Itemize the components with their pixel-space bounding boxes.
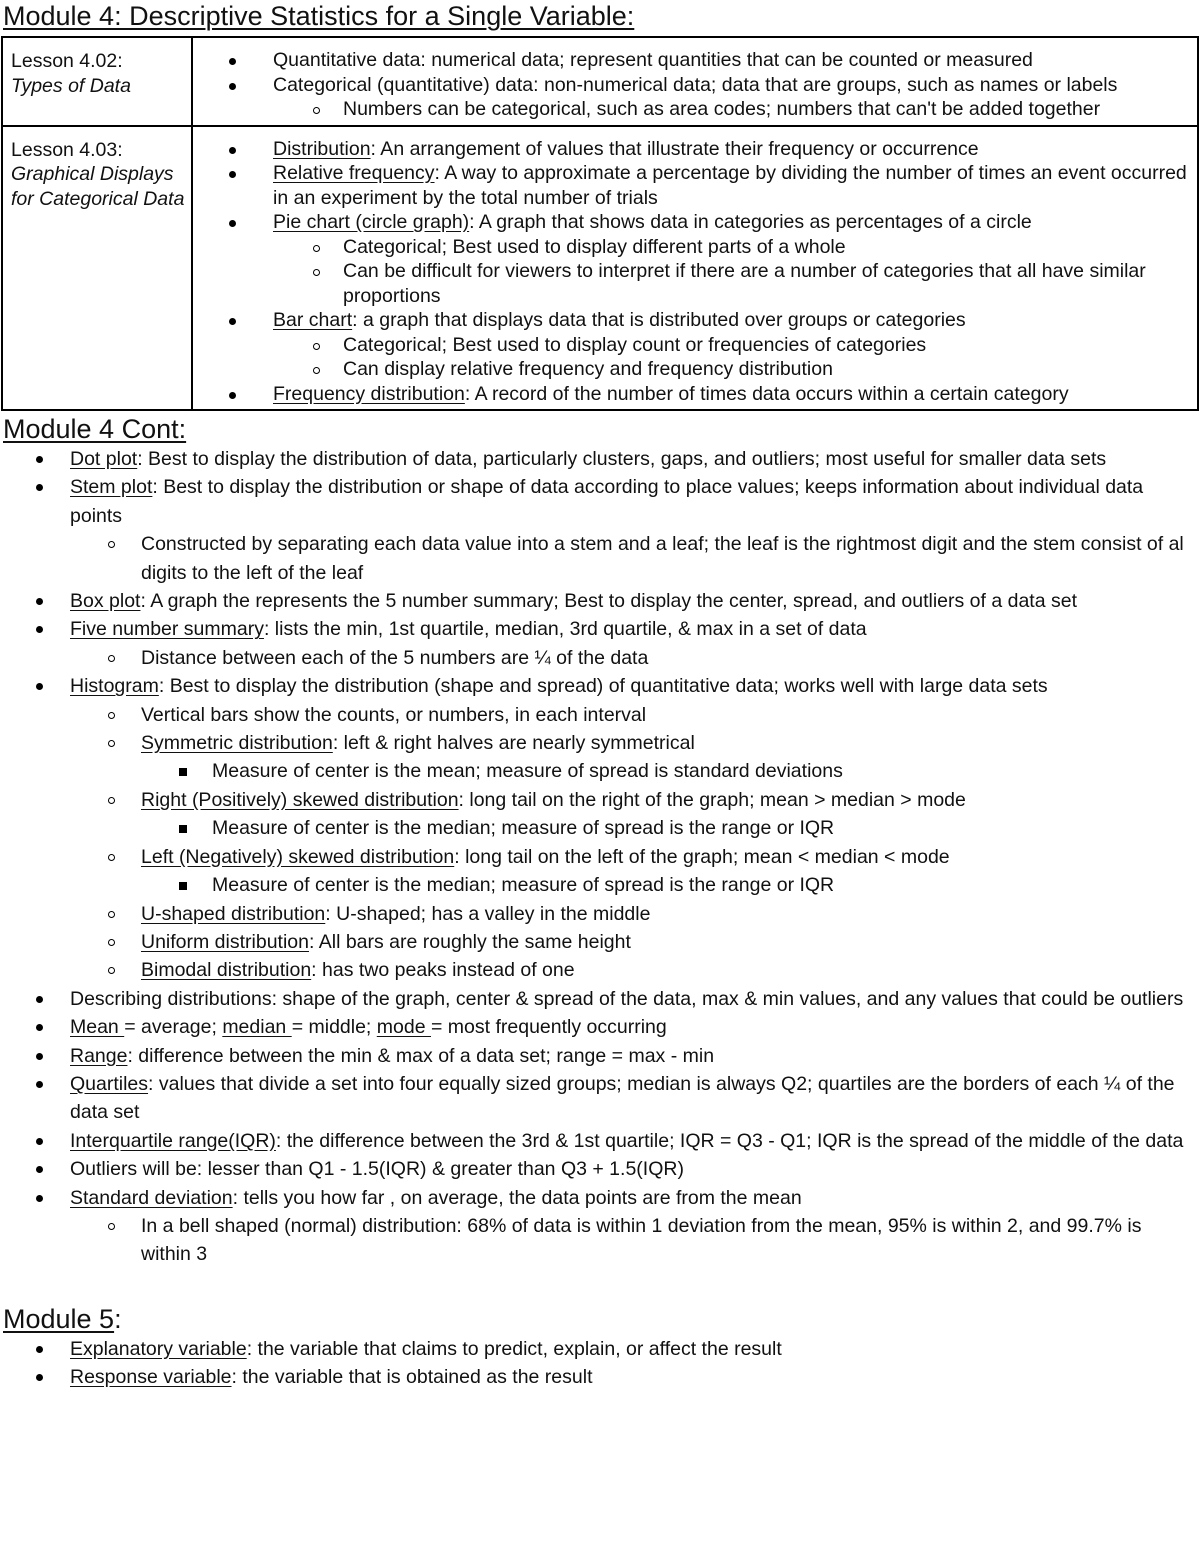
- sub-list: [273, 333, 1193, 382]
- list-item: Categorical (quantitative) data: non-numerical data; data that are groups, such as names or labels Numbers can be categorical, such as area codes; numbers that can't be added together: [211, 73, 1193, 122]
- sub-sub-list: [141, 814, 1194, 842]
- term: Uniform distribution: [141, 930, 309, 953]
- list-item: Interquartile range(IQR): the difference between the 3rd & 1st quartile; IQR = Q3 - Q1; IQR is the spread of the middle of the data: [0, 1127, 1200, 1155]
- list-item: Mean = average; median = middle; mode = most frequently occurring: [0, 1013, 1200, 1041]
- sub-sub-list: [141, 871, 1194, 899]
- list-item: Range: difference between the min & max of a data set; range = max - min: [0, 1042, 1200, 1070]
- term: Mean: [70, 1016, 125, 1039]
- sub-list-item: Distance between each of the 5 numbers are ¼ of the data: [70, 644, 1194, 672]
- term: Five number summary: [70, 618, 264, 641]
- term: Symmetric distribution: [141, 732, 333, 755]
- list-item: Distribution: An arrangement of values that illustrate their frequency or occurrence: [211, 137, 1193, 162]
- notes-list: [211, 137, 1193, 407]
- sub-list-item: Symmetric distribution: left & right halves are nearly symmetrical Measure of center is the mean; measure of spread is standard deviations: [70, 729, 1194, 786]
- notes-list: [211, 48, 1193, 122]
- sub-list-item: In a bell shaped (normal) distribution: 68% of data is within 1 deviation from the mean, 95% is within 2, and 99.7% is within 3: [70, 1212, 1194, 1269]
- sub-sub-list-item: Measure of center is the mean; measure of spread is standard deviations: [141, 757, 1194, 785]
- term: Box plot: [70, 590, 141, 613]
- lesson-label: Lesson 4.03:: [11, 138, 123, 161]
- lesson-row-4-03: [2, 126, 1198, 411]
- sub-list: [70, 644, 1194, 672]
- term: Explanatory variable: [70, 1337, 247, 1360]
- sub-list: [70, 1212, 1194, 1269]
- term: Right (Positively) skewed distribution: [141, 788, 459, 811]
- sub-list-item: Categorical; Best used to display different parts of a whole: [273, 235, 1193, 260]
- lesson-name: Graphical Displays for Categorical Data: [11, 163, 185, 210]
- lesson-notes: [192, 126, 1198, 411]
- sub-list-item: Vertical bars show the counts, or numbers, in each interval: [70, 701, 1194, 729]
- term: Range: [70, 1044, 128, 1067]
- sub-list-item: Constructed by separating each data value into a stem and a leaf; the leaf is the rightmost digit and the stem consist of al digits to the left of the leaf: [70, 530, 1194, 587]
- term: Relative frequency: [273, 162, 435, 184]
- list-item: Bar chart: a graph that displays data that is distributed over groups or categories Categorical; Best used to display count or frequencies of categories Can display relative frequency and frequency distribution: [211, 308, 1193, 382]
- term: Quartiles: [70, 1072, 149, 1095]
- list-item: Response variable: the variable that is obtained as the result: [0, 1363, 1200, 1391]
- term: U-shaped distribution: [141, 902, 326, 925]
- list-item: Describing distributions: shape of the graph, center & spread of the data, max & min values, and any values that could be outliers: [0, 985, 1200, 1013]
- module4-cont-list: [0, 445, 1200, 1269]
- term: Dot plot: [70, 448, 138, 470]
- module4-title: Module 4: Descriptive Statistics for a Single Variable:: [3, 1, 635, 31]
- list-item: Outliers will be: lesser than Q1 - 1.5(IQR) & greater than Q3 + 1.5(IQR): [0, 1155, 1200, 1183]
- lesson-row-4-02: [2, 37, 1198, 126]
- lesson-cell: [2, 37, 192, 126]
- list-item: Stem plot: Best to display the distribution or shape of data according to place values; keeps information about individual data points Constructed by separating each data value into a stem and a leaf; the leaf is the rightmost digit and the stem consist of al digits to the left of the leaf: [0, 473, 1200, 587]
- list-item: Quantitative data: numerical data; represent quantities that can be counted or measured: [211, 48, 1193, 73]
- lessons-table: [1, 36, 1199, 411]
- term: median: [222, 1016, 292, 1039]
- term: Histogram: [70, 675, 159, 698]
- list-item: Five number summary: lists the min, 1st quartile, median, 3rd quartile, & max in a set of data Distance between each of the 5 numbers are ¼ of the data: [0, 615, 1200, 672]
- list-item: Explanatory variable: the variable that claims to predict, explain, or affect the result: [0, 1335, 1200, 1363]
- list-item: Histogram: Best to display the distribution (shape and spread) of quantitative data; works well with large data sets Vertical bars show the counts, or numbers, in each interval Symmetric distribution: left & right halves are nearly symmetrical Measure of center is the mean; measure of spread is standard deviations Right (Positively) skewed distribution: long tail on the right of the graph; mean > median > mode Measure of center is the median; measure of spread is the range or IQR Left (Negatively) skewed distribution: long tail on the left of the graph; mean < median < mode Measure of center is the median; measure of spread is the range or IQR U-shaped distribution: U-shaped; has a valley in the middle Uniform distribution: All bars are roughly the same height Bimodal distribution: has two peaks instead of one: [0, 672, 1200, 984]
- term: Stem plot: [70, 476, 153, 499]
- term: mode: [376, 1016, 431, 1039]
- sub-list-item: Right (Positively) skewed distribution: long tail on the right of the graph; mean > median > mode Measure of center is the median; measure of spread is the range or IQR: [70, 786, 1194, 843]
- sub-sub-list-item: Measure of center is the median; measure of spread is the range or IQR: [141, 814, 1194, 842]
- module4-cont-heading: Module 4 Cont:: [3, 414, 187, 444]
- module5-list: [0, 1335, 1200, 1392]
- sub-list-item: Can display relative frequency and frequency distribution: [273, 357, 1193, 382]
- sub-sub-list: [141, 757, 1194, 785]
- sub-list-item: Categorical; Best used to display count or frequencies of categories: [273, 333, 1193, 358]
- sub-list-item: Uniform distribution: All bars are roughly the same height: [70, 928, 1194, 956]
- list-item: Dot plot: Best to display the distribution of data, particularly clusters, gaps, and outliers; most useful for smaller data sets: [0, 445, 1200, 473]
- sub-list-item: Bimodal distribution: has two peaks instead of one: [70, 956, 1194, 984]
- term: Standard deviation: [70, 1186, 233, 1209]
- sub-list-item: Numbers can be categorical, such as area codes; numbers that can't be added together: [273, 97, 1193, 122]
- lesson-notes: [192, 37, 1198, 126]
- sub-sub-list-item: Measure of center is the median; measure of spread is the range or IQR: [141, 871, 1194, 899]
- sub-list: [273, 235, 1193, 309]
- lesson-cell: [2, 126, 192, 411]
- term: Left (Negatively) skewed distribution: [141, 845, 455, 868]
- term: Pie chart (circle graph): [273, 211, 470, 233]
- sub-list: [273, 97, 1193, 122]
- sub-list-item: Left (Negatively) skewed distribution: long tail on the left of the graph; mean < median < mode Measure of center is the median; measure of spread is the range or IQR: [70, 843, 1194, 900]
- list-item: Standard deviation: tells you how far , on average, the data points are from the mean In a bell shaped (normal) distribution: 68% of data is within 1 deviation from the mean, 95% is within 2, and 99.7% is within 3: [0, 1184, 1200, 1269]
- sub-list: [70, 701, 1194, 985]
- sub-list: [70, 530, 1194, 587]
- list-item: Box plot: A graph the represents the 5 number summary; Best to display the center, spread, and outliers of a data set: [0, 587, 1200, 615]
- term: Bar chart: [273, 309, 353, 331]
- list-item: Frequency distribution: A record of the number of times data occurs within a certain category: [211, 382, 1193, 407]
- lesson-label: Lesson 4.02:: [11, 50, 123, 72]
- list-item: Pie chart (circle graph): A graph that shows data in categories as percentages of a circle Categorical; Best used to display different parts of a whole Can be difficult for viewers to interpret if there are a number of categories that all have similar proportions: [211, 210, 1193, 308]
- section-gap: [0, 1269, 1200, 1301]
- list-item: Relative frequency: A way to approximate a percentage by dividing the number of times an event occurred in an experiment by the total number of trials: [211, 161, 1193, 210]
- module5-heading: Module 5:: [3, 1303, 122, 1334]
- module5-section: [0, 1303, 1200, 1392]
- term: Interquartile range(IQR): [70, 1129, 276, 1152]
- sub-list-item: U-shaped distribution: U-shaped; has a valley in the middle: [70, 900, 1194, 928]
- module4-cont-section: [0, 413, 1200, 1269]
- lesson-name: Types of Data: [11, 74, 131, 97]
- sub-list-item: Can be difficult for viewers to interpret if there are a number of categories that all have similar proportions: [273, 259, 1193, 308]
- term: Response variable: [70, 1366, 232, 1389]
- term: Frequency distribution: [273, 382, 465, 405]
- list-item: Quartiles: values that divide a set into four equally sized groups; median is always Q2; quartiles are the borders of each ¼ of the data set: [0, 1070, 1200, 1127]
- term: Distribution: [273, 137, 371, 160]
- term: Bimodal distribution: [141, 959, 312, 982]
